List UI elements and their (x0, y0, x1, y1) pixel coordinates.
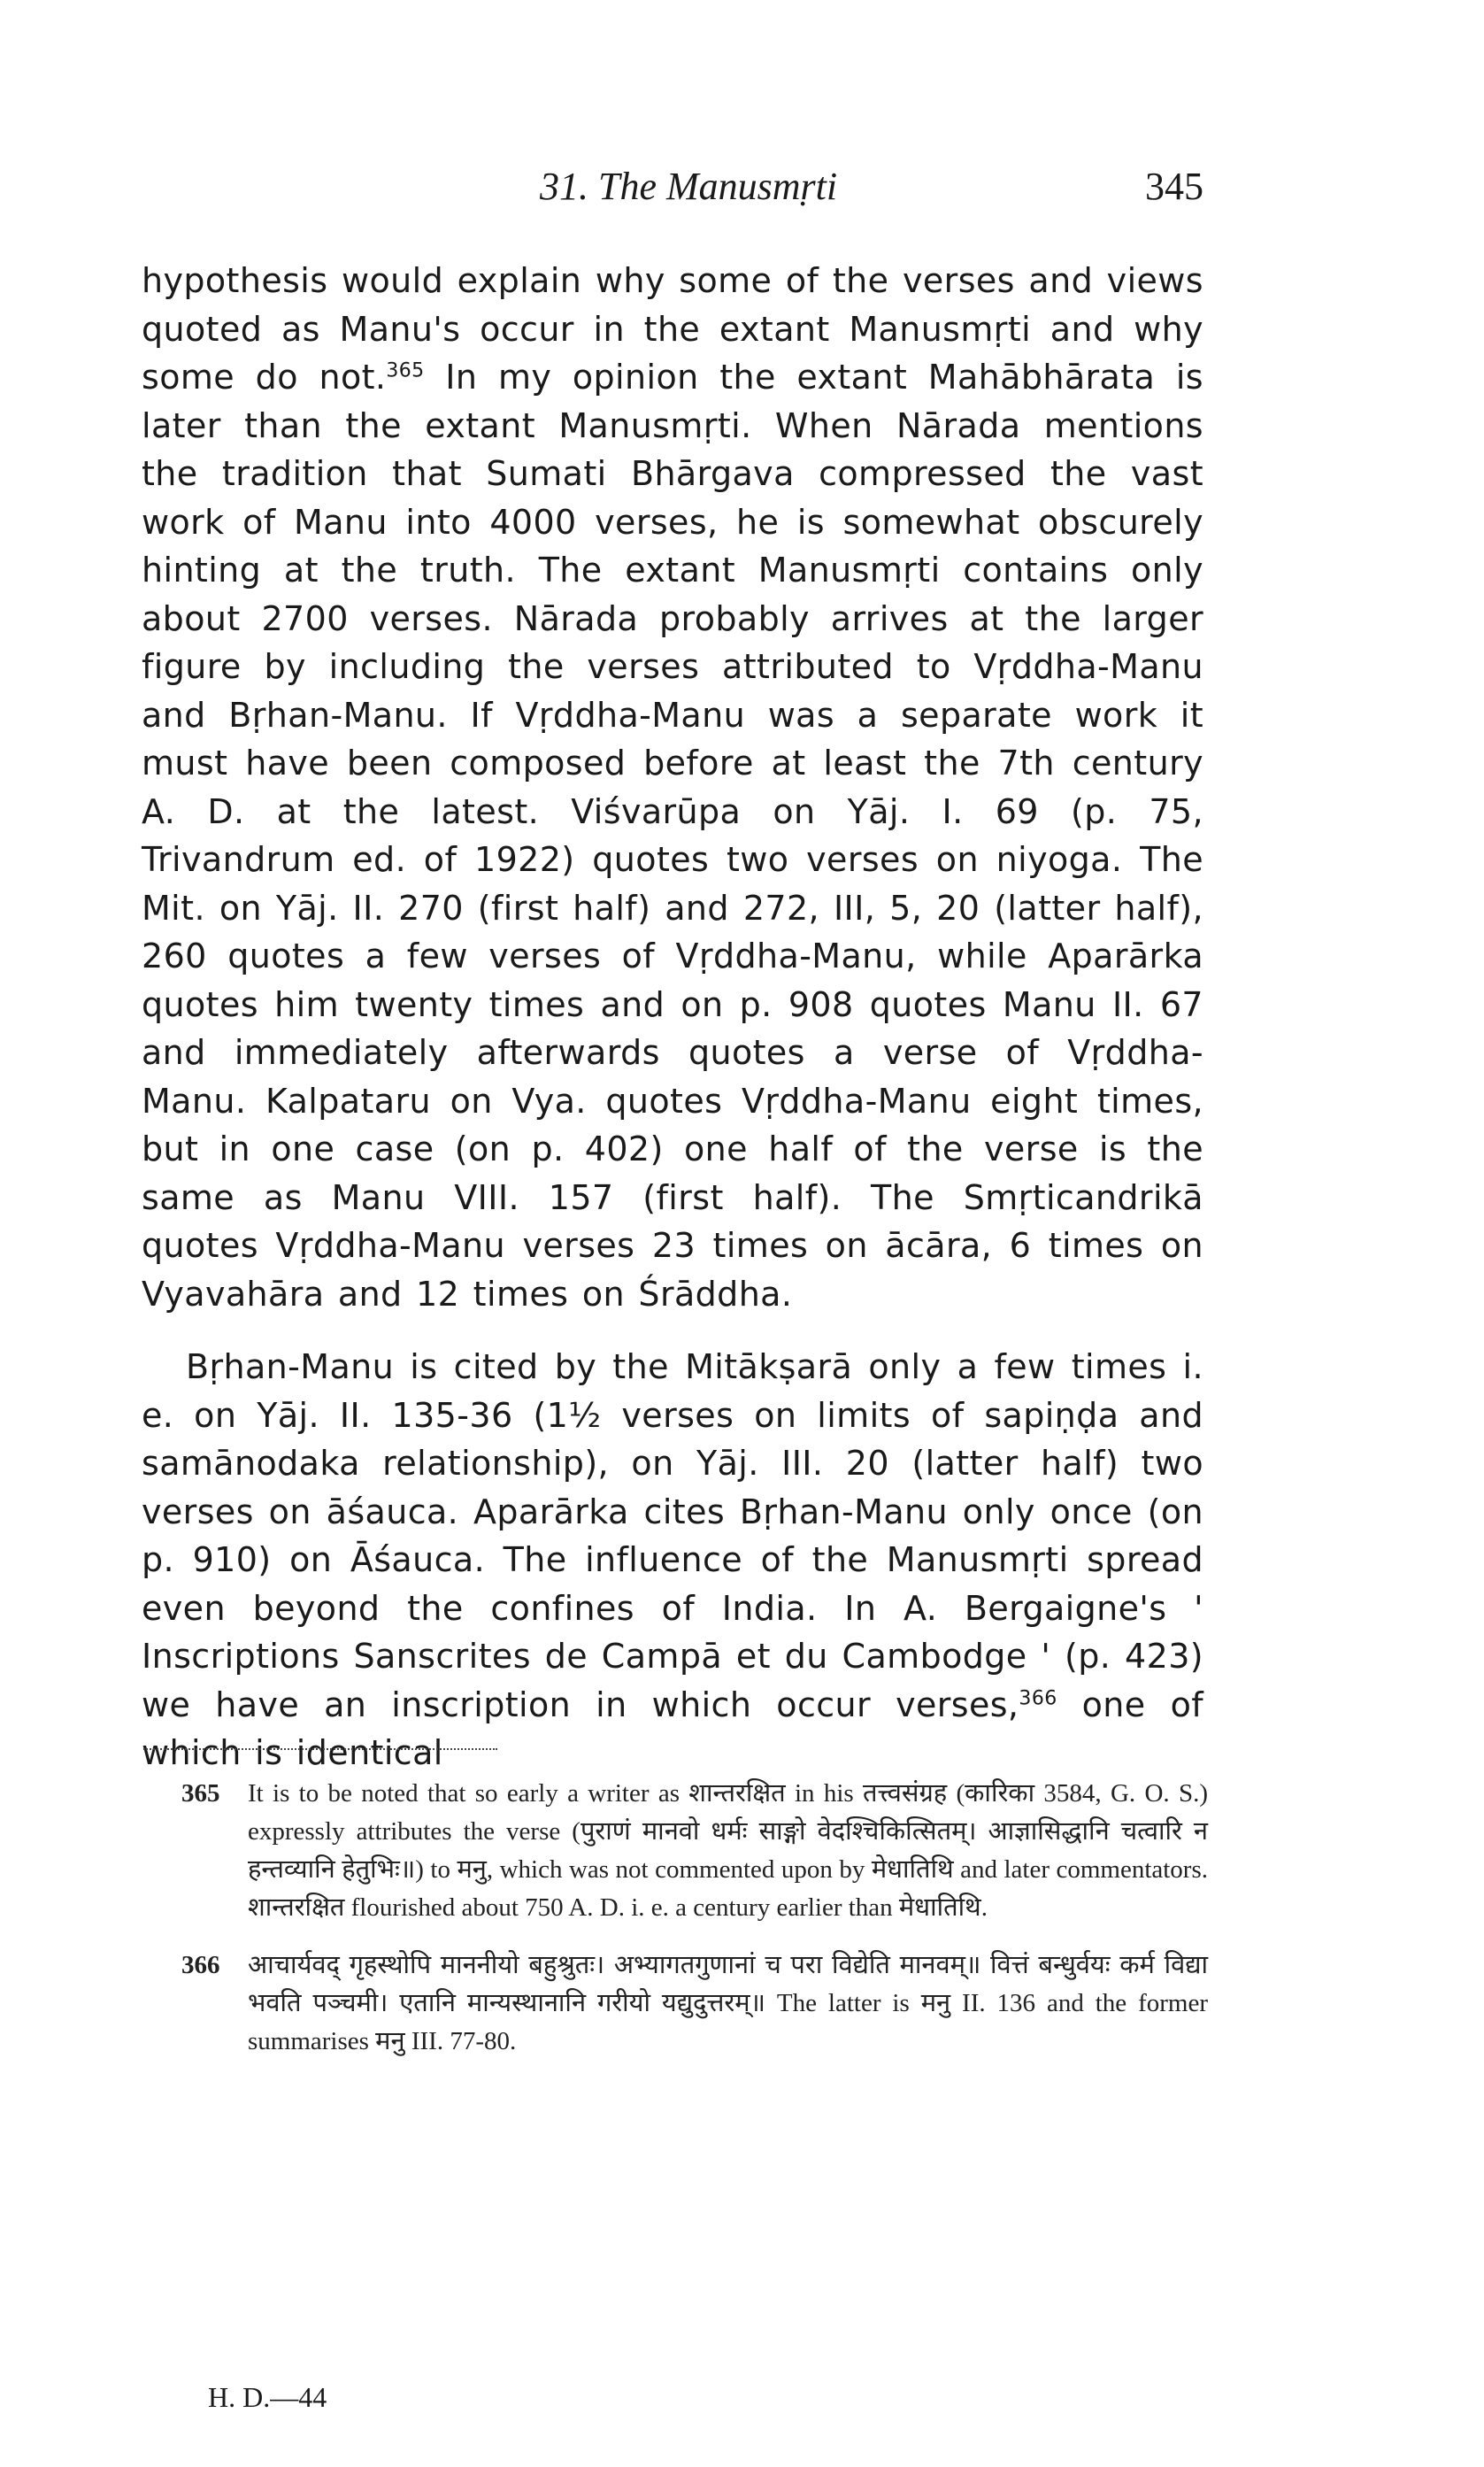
footnote-ref-365: 365 (386, 359, 425, 382)
page-number: 345 (1145, 165, 1203, 208)
footnote-ref-366: 366 (1019, 1686, 1057, 1709)
footnote-text: आचार्यवद् गृहस्थोपि माननीयो बहुश्रुतः। अभ्यागतगुणानां च परा विद्येति मानवम्॥ वित्तं बन्धुर्वयः कर्म विद्या भवति पञ्चमी। एतानि मान्यस्थानानि गरीयो यद्युदुत्तरम्॥ The latter is मनु II. 136 and the former summarises मनु III. 77-80. (248, 1951, 1208, 2055)
footnote-366 (181, 1947, 1208, 2061)
paragraph-1 (142, 257, 1203, 1318)
footnote-separator (143, 1748, 497, 1750)
paragraph-2-continued: one of which is identical (142, 1684, 1203, 1772)
main-text (142, 257, 1203, 1777)
printer-signature: H. D.—44 (208, 2381, 327, 2413)
running-header (142, 164, 1203, 217)
paragraph-1-text: hypothesis would explain why some of the verses and views quoted as Manu's occur in the extant Manusmṛti and why some do not. (142, 261, 1203, 397)
footnote-365 (181, 1775, 1208, 1927)
footnote-text: It is to be noted that so early a writer as शान्तरक्षित in his तत्त्वसंग्रह (कारिका 3584, G. O. S.) expressly attributes the verse (पुराणं मानवो धर्मः साङ्गो वेदश्चिकित्सितम्। आज्ञासिद्धानि चत्वारि न हन्तव्यानि हेतुभिः॥) to मनु, which was not commented upon by मेधातिथि and later commentators. शान्तरक्षित flourished about 750 A. D. i. e. a century earlier than मेधातिथि. (248, 1779, 1208, 1922)
footnote-number: 366 (181, 1951, 220, 1979)
paragraph-2-text: Bṛhan-Manu is cited by the Mitākṣarā only a few times i. e. on Yāj. II. 135-36 (1½ verses on limits of sapiṇḍa and samānodaka relationship), on Yāj. III. 20 (latter half) two verses on āśauca. Aparārka cites Bṛhan-Manu only once (on p. 910) on Āśauca. The influence of the Manusmṛti spread even beyond the confines of India. In A. Bergaigne's ' Inscriptions Sanscrites de Campā et du Cambodge ' (p. 423) we have an inscription in which occur verses, (142, 1347, 1203, 1724)
footnotes (181, 1775, 1208, 2061)
paragraph-1-continued: In my opinion the extant Mahābhārata is later than the extant Manusmṛti. When Nārada mentions the tradition that Sumati Bhārgava compressed the vast work of Manu into 4000 verses, he is somewhat obscurely hinting at the truth. The extant Manusmṛti contains only about 2700 verses. Nārada probably arrives at the larger figure by including the verses attributed to Vṛddha-Manu and Bṛhan-Manu. If Vṛddha-Manu was a separate work it must have been composed before at least the 7th century A. D. at the latest. Viśvarūpa on Yāj. I. 69 (p. 75, Trivandrum ed. of 1922) quotes two verses on niyoga. The Mit. on Yāj. II. 270 (first half) and 272, III, 5, 20 (latter half), 260 quotes a few verses of Vṛddha-Manu, while Aparārka quotes him twenty times and on p. 908 quotes Manu II. 67 and immediately afterwards quotes a verse of Vṛddha-Manu. Kalpataru on Vya. quotes Vṛddha-Manu eight times, but in one case (on p. 402) one half of the verse is the same as Manu VIII. 157 (first half). The Smṛticandrikā quotes Vṛddha-Manu verses 23 times on ācāra, 6 times on Vyavahāra and 12 times on Śrāddha. (142, 358, 1203, 1314)
paragraph-2 (142, 1343, 1203, 1777)
section-title: 31. The Manusmṛti (540, 165, 838, 208)
footnote-number: 365 (181, 1779, 220, 1808)
